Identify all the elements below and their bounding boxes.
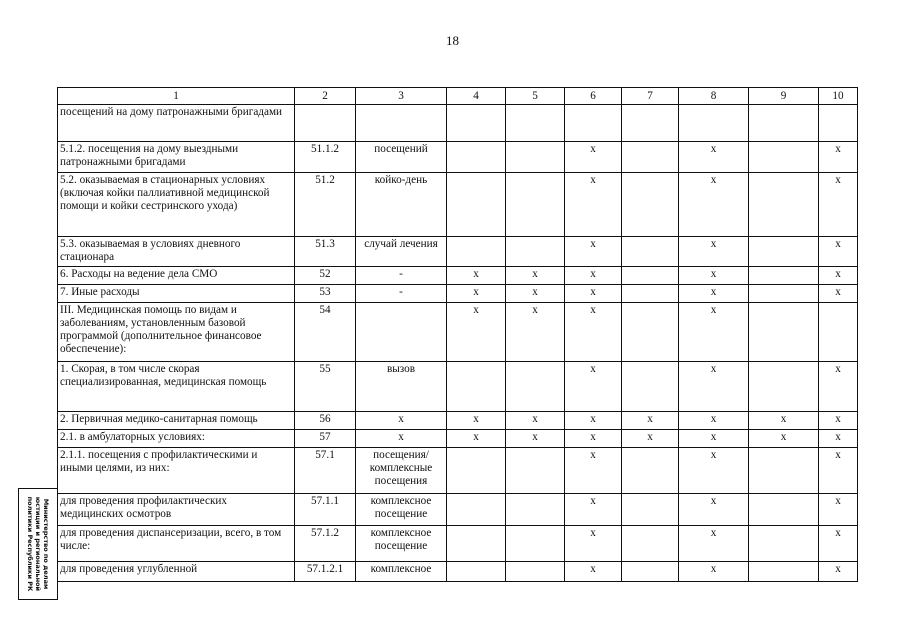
cell-col6: х	[565, 285, 622, 303]
cell-col6: х	[565, 362, 622, 412]
cell-col4	[447, 526, 506, 562]
cell-col4	[447, 494, 506, 526]
cell-col9	[749, 303, 819, 362]
cell-col9	[749, 142, 819, 173]
row-code: 53	[295, 285, 356, 303]
cell-col9: х	[749, 430, 819, 448]
row-code: 51.1.2	[295, 142, 356, 173]
row-unit: вызов	[356, 362, 447, 412]
cell-col6: х	[565, 142, 622, 173]
row-code	[295, 105, 356, 142]
cell-col7	[622, 494, 679, 526]
cell-col6	[565, 105, 622, 142]
row-unit	[356, 303, 447, 362]
column-header: 8	[679, 88, 749, 105]
cell-col9	[749, 526, 819, 562]
cell-col6: х	[565, 303, 622, 362]
cell-col8: х	[679, 285, 749, 303]
cell-col10: х	[819, 267, 858, 285]
cell-col9: х	[749, 412, 819, 430]
row-unit: посещений	[356, 142, 447, 173]
cell-col6: х	[565, 430, 622, 448]
row-name: 7. Иные расходы	[58, 285, 295, 303]
cell-col8: х	[679, 362, 749, 412]
cell-col5: х	[506, 285, 565, 303]
cell-col8: х	[679, 430, 749, 448]
table-row	[58, 430, 858, 448]
column-header: 10	[819, 88, 858, 105]
cell-col6: х	[565, 173, 622, 237]
cell-col4	[447, 448, 506, 494]
cell-col6: х	[565, 494, 622, 526]
cell-col4: х	[447, 267, 506, 285]
column-header: 3	[356, 88, 447, 105]
cell-col8	[679, 105, 749, 142]
row-unit: посещения/ комплексные посещения	[356, 448, 447, 494]
row-name: 5.3. оказываемая в условиях дневного стационара	[58, 237, 295, 267]
cell-col4	[447, 142, 506, 173]
cell-col9	[749, 362, 819, 412]
cell-col10: х	[819, 526, 858, 562]
cell-col7: х	[622, 430, 679, 448]
cell-col5	[506, 562, 565, 582]
cell-col5: х	[506, 430, 565, 448]
row-name: 1. Скорая, в том числе скорая специализированная, медицинская помощь	[58, 362, 295, 412]
cell-col8: х	[679, 267, 749, 285]
cell-col8: х	[679, 173, 749, 237]
row-name: III. Медицинская помощь по видам и заболеваниям, установленным базовой программой (дополнительное финансовое обеспечение):	[58, 303, 295, 362]
cell-col5	[506, 237, 565, 267]
row-unit: койко-день	[356, 173, 447, 237]
cell-col7	[622, 562, 679, 582]
row-name: 2. Первичная медико-санитарная помощь	[58, 412, 295, 430]
cell-col10	[819, 105, 858, 142]
column-header: 1	[58, 88, 295, 105]
stamp-line: юстиции и региональной	[34, 496, 42, 592]
cell-col5: х	[506, 412, 565, 430]
row-code: 52	[295, 267, 356, 285]
cell-col9	[749, 105, 819, 142]
cell-col10	[819, 303, 858, 362]
cell-col5	[506, 142, 565, 173]
cell-col8: х	[679, 448, 749, 494]
cell-col4	[447, 362, 506, 412]
cell-col10: х	[819, 412, 858, 430]
stamp-line: Министерство по делам	[42, 498, 50, 590]
cell-col4	[447, 237, 506, 267]
page-number: 18	[446, 33, 459, 48]
row-name: для проведения профилактических медицинских осмотров	[58, 494, 295, 526]
cell-col7	[622, 105, 679, 142]
cell-col7	[622, 303, 679, 362]
table-row	[58, 105, 858, 142]
cell-col8: х	[679, 562, 749, 582]
header-row	[58, 88, 858, 105]
row-name: 2.1.1. посещения с профилактическими и иными целями, из них:	[58, 448, 295, 494]
table-row	[58, 142, 858, 173]
cell-col10: х	[819, 448, 858, 494]
cell-col5: х	[506, 303, 565, 362]
cell-col5	[506, 448, 565, 494]
column-header: 2	[295, 88, 356, 105]
row-code: 57	[295, 430, 356, 448]
cell-col9	[749, 267, 819, 285]
row-code: 51.3	[295, 237, 356, 267]
cell-col7	[622, 142, 679, 173]
cell-col9	[749, 173, 819, 237]
row-unit: комплексное посещение	[356, 494, 447, 526]
data-table	[57, 87, 858, 582]
cell-col10: х	[819, 562, 858, 582]
row-unit: х	[356, 430, 447, 448]
cell-col7	[622, 173, 679, 237]
cell-col4: х	[447, 430, 506, 448]
row-code: 54	[295, 303, 356, 362]
row-name: 2.1. в амбулаторных условиях:	[58, 430, 295, 448]
row-code: 56	[295, 412, 356, 430]
cell-col7	[622, 285, 679, 303]
cell-col4	[447, 173, 506, 237]
row-name: посещений на дому патронажными бригадами	[58, 105, 295, 142]
cell-col10: х	[819, 173, 858, 237]
cell-col9	[749, 562, 819, 582]
column-header: 6	[565, 88, 622, 105]
cell-col8: х	[679, 494, 749, 526]
table-row	[58, 448, 858, 494]
stamp-text	[26, 490, 50, 598]
cell-col8: х	[679, 237, 749, 267]
row-code: 51.2	[295, 173, 356, 237]
cell-col9	[749, 494, 819, 526]
cell-col5	[506, 362, 565, 412]
table-row	[58, 412, 858, 430]
cell-col4: х	[447, 285, 506, 303]
row-name: 5.1.2. посещения на дому выездными патронажными бригадами	[58, 142, 295, 173]
row-name: для проведения углубленной	[58, 562, 295, 582]
cell-col6: х	[565, 412, 622, 430]
row-unit: комплексное	[356, 562, 447, 582]
cell-col5	[506, 173, 565, 237]
cell-col10: х	[819, 494, 858, 526]
table-row	[58, 526, 858, 562]
row-unit	[356, 105, 447, 142]
cell-col7	[622, 237, 679, 267]
cell-col6: х	[565, 448, 622, 494]
column-header: 7	[622, 88, 679, 105]
cell-col6: х	[565, 267, 622, 285]
cell-col7	[622, 526, 679, 562]
column-header: 5	[506, 88, 565, 105]
cell-col5	[506, 526, 565, 562]
cell-col7	[622, 362, 679, 412]
table-row	[58, 562, 858, 582]
cell-col5	[506, 105, 565, 142]
cell-col4: х	[447, 303, 506, 362]
table-row	[58, 173, 858, 237]
cell-col10: х	[819, 142, 858, 173]
table-row	[58, 285, 858, 303]
cell-col4: х	[447, 412, 506, 430]
cell-col10: х	[819, 362, 858, 412]
row-name: для проведения диспансеризации, всего, в том числе:	[58, 526, 295, 562]
table-row	[58, 362, 858, 412]
cell-col7: х	[622, 412, 679, 430]
row-unit: -	[356, 285, 447, 303]
cell-col5	[506, 494, 565, 526]
cell-col8: х	[679, 526, 749, 562]
row-code: 57.1.1	[295, 494, 356, 526]
cell-col10: х	[819, 285, 858, 303]
row-code: 57.1.2	[295, 526, 356, 562]
row-name: 5.2. оказываемая в стационарных условиях (включая койки паллиативной медицинской помощи и койки сестринского ухода)	[58, 173, 295, 237]
cell-col7	[622, 448, 679, 494]
cell-col8: х	[679, 142, 749, 173]
row-code: 57.1	[295, 448, 356, 494]
cell-col8: х	[679, 412, 749, 430]
cell-col10: х	[819, 237, 858, 267]
cell-col7	[622, 267, 679, 285]
row-unit: комплексное посещение	[356, 526, 447, 562]
registration-stamp	[18, 488, 58, 600]
cell-col9	[749, 237, 819, 267]
cell-col5: х	[506, 267, 565, 285]
cell-col8: х	[679, 303, 749, 362]
stamp-line: политики Республики РК	[26, 496, 34, 592]
cell-col9	[749, 448, 819, 494]
row-unit: х	[356, 412, 447, 430]
cell-col6: х	[565, 562, 622, 582]
column-header: 4	[447, 88, 506, 105]
table-row	[58, 267, 858, 285]
cell-col10: х	[819, 430, 858, 448]
row-code: 57.1.2.1	[295, 562, 356, 582]
cell-col9	[749, 285, 819, 303]
cell-col4	[447, 105, 506, 142]
column-header: 9	[749, 88, 819, 105]
row-name: 6. Расходы на ведение дела СМО	[58, 267, 295, 285]
table-row	[58, 494, 858, 526]
table-row	[58, 237, 858, 267]
cell-col6: х	[565, 237, 622, 267]
table-row	[58, 303, 858, 362]
cell-col6: х	[565, 526, 622, 562]
row-unit: случай лечения	[356, 237, 447, 267]
row-code: 55	[295, 362, 356, 412]
cell-col4	[447, 562, 506, 582]
row-unit: -	[356, 267, 447, 285]
